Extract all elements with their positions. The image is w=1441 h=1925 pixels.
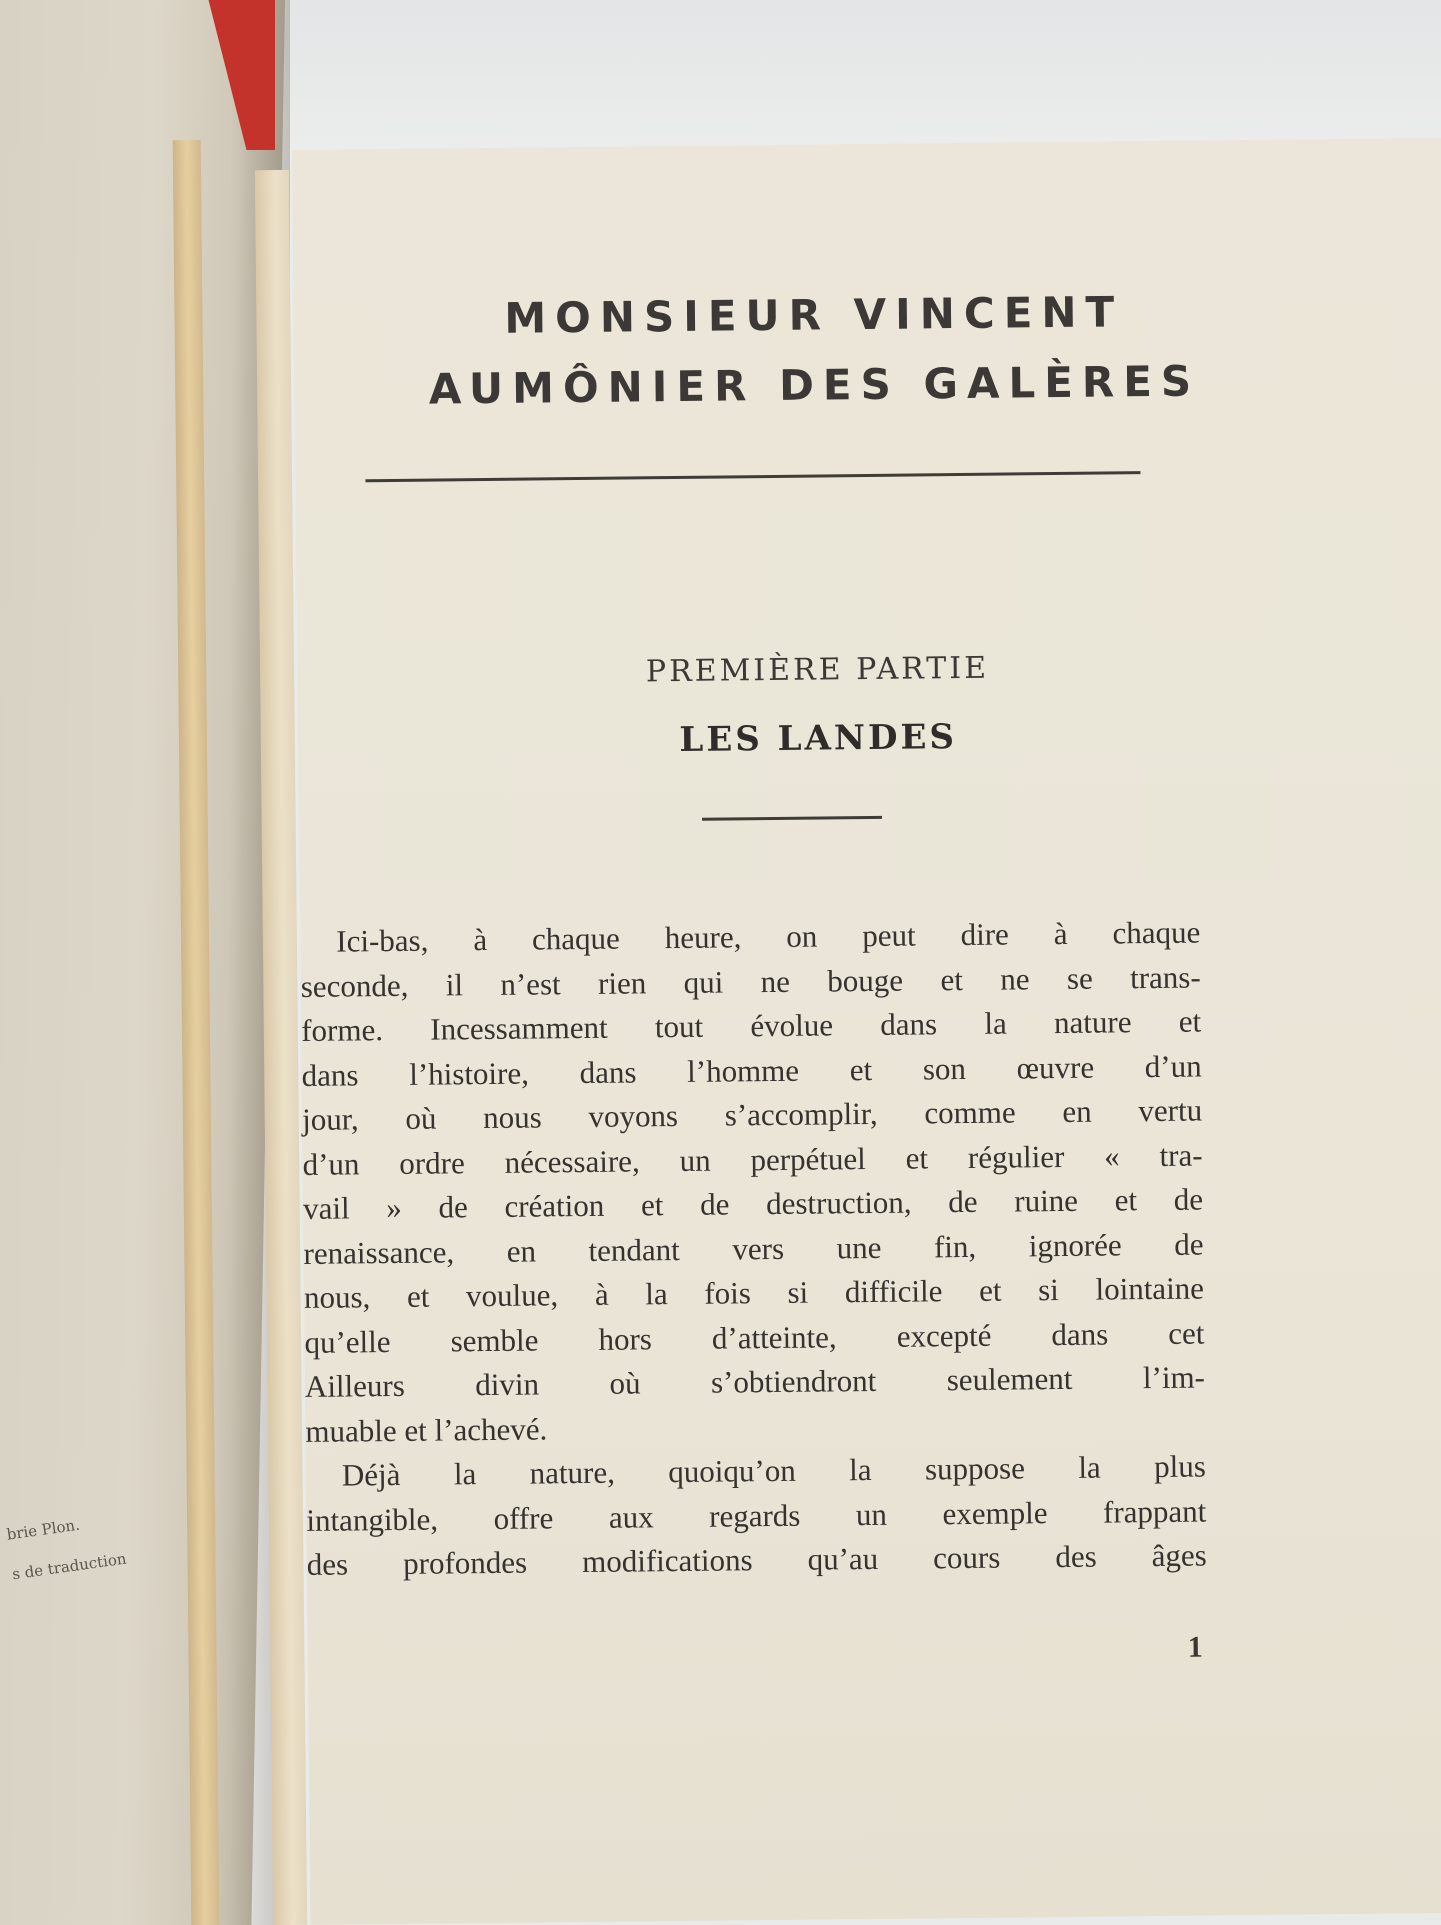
text-line: Ailleurs divin où s’obtiendront seulement l’im-: [304, 1359, 1206, 1404]
right-page: [292, 138, 1441, 1925]
page-number: 1: [1187, 1630, 1203, 1664]
left-page-imprint: [4, 1498, 134, 1594]
text-line: qu’elle semble hors d’atteinte, excepté dans cet: [304, 1315, 1205, 1360]
title-line-2: AUMÔNIER DES GALÈRES: [428, 356, 1201, 414]
text-line: vail » de création et de destruction, de ruine et de: [302, 1181, 1204, 1226]
imprint-line: s de traduction: [11, 1549, 128, 1584]
text-line: muable et l’achevé.: [305, 1410, 548, 1449]
text-line: Déjà la nature, quoiqu’on la suppose la plus: [341, 1448, 1207, 1493]
chapter-divider: [702, 816, 882, 821]
text-line: d’un ordre nécessaire, un perpétuel et régulier « tra-: [302, 1137, 1203, 1182]
part-label: PREMIÈRE PARTIE: [645, 650, 990, 690]
text-line: forme. Incessamment tout évolue dans la nature et: [301, 1003, 1202, 1048]
text-line: dans l’histoire, dans l’homme et son œuvre d’un: [301, 1048, 1202, 1093]
book-title: [364, 287, 1265, 414]
body-text: [300, 911, 1207, 1588]
text-line: seconde, il n’est rien qui ne bouge et ne se trans-: [300, 959, 1201, 1004]
chapter-title: LES LANDES: [679, 717, 958, 760]
title-line-1: MONSIEUR VINCENT: [504, 287, 1124, 343]
text-line: Ici-bas, à chaque heure, on peut dire à chaque: [336, 914, 1201, 959]
text-line: jour, où nous voyons s’accomplir, comme en vertu: [301, 1092, 1203, 1137]
text-line: renaissance, en tendant vers une fin, ignorée de: [303, 1226, 1204, 1271]
text-line: des profondes modifications qu’au cours des âges: [306, 1537, 1207, 1582]
text-line: intangible, offre aux regards un exemple frappant: [306, 1493, 1207, 1538]
background-surface: [270, 0, 1441, 160]
title-divider: [365, 471, 1140, 482]
text-line: nous, et voulue, à la fois si difficile et si lointaine: [303, 1270, 1205, 1315]
imprint-line: brie Plon.: [5, 1515, 81, 1544]
